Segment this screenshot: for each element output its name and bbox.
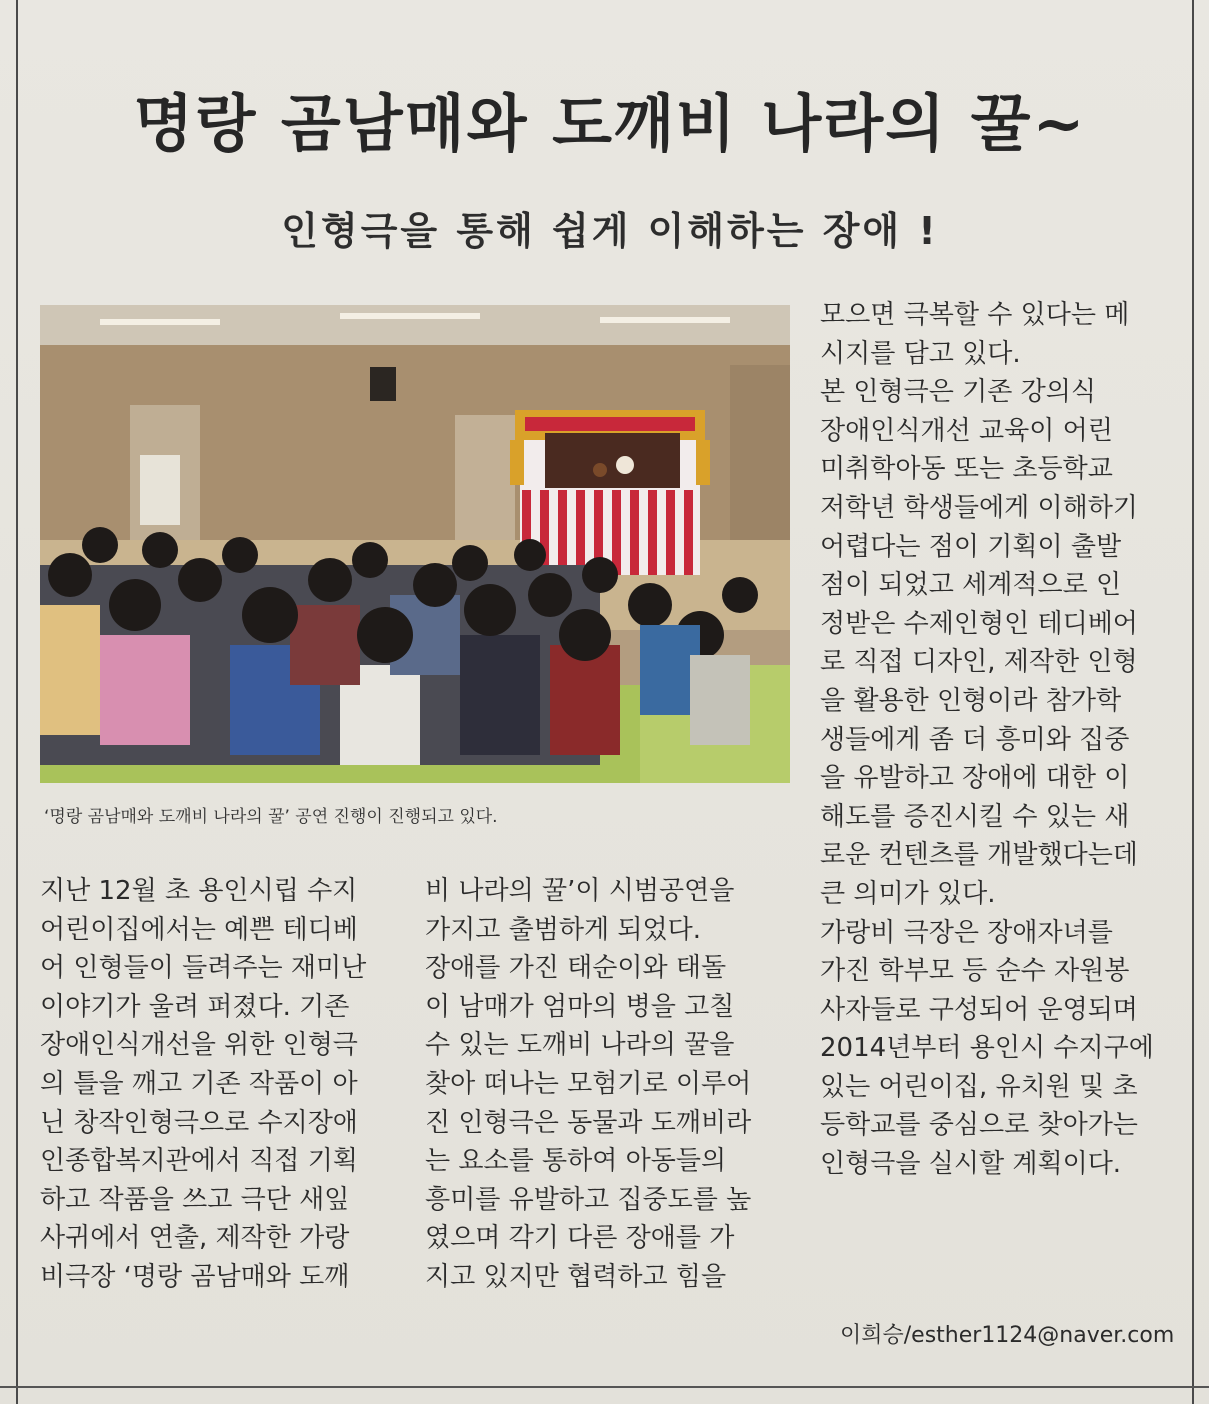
text-line: 흥미를 유발하고 집중도를 높 <box>425 1184 752 1215</box>
text-line: 있는 어린이집, 유치원 및 초 <box>820 1071 1138 1102</box>
text-line: 어 인형들이 들려주는 재미난 <box>40 953 367 984</box>
text-line: 생들에게 좀 더 흥미와 집중 <box>820 724 1130 755</box>
article-column-2 <box>425 872 790 1297</box>
text-line: 인종합복지관에서 직접 기획 <box>40 1146 358 1177</box>
text-line: 점이 되었고 세계적으로 인 <box>820 570 1122 601</box>
author-byline: 이희승/esther1124@naver.com <box>840 1323 1175 1348</box>
text-line: 비 나라의 꿀’이 시범공연을 <box>425 876 735 906</box>
photo-caption: ‘명랑 곰남매와 도깨비 나라의 꿀’ 공연 진행이 진행되고 있다. <box>44 807 498 827</box>
text-line: 하고 작품을 쓰고 극단 새잎 <box>40 1184 350 1215</box>
text-line: 본 인형극은 기존 강의식 <box>820 377 1096 408</box>
text-line: 어렵다는 점이 기획이 출발 <box>820 531 1122 562</box>
text-line: 해도를 증진시킬 수 있는 새 <box>820 801 1130 832</box>
text-line: 장애를 가진 태순이와 태돌 <box>425 953 727 984</box>
text-line: 진 인형극은 동물과 도깨비라 <box>425 1107 752 1138</box>
text-line: 지난 12월 초 용인시립 수지 <box>40 876 358 906</box>
text-line: 가진 학부모 등 순수 자원봉 <box>820 956 1130 987</box>
text-line: 어린이집에서는 예쁜 테디베 <box>40 914 358 945</box>
text-line: 저학년 학생들에게 이해하기 <box>820 492 1138 523</box>
text-line: 사자들로 구성되어 운영되며 <box>820 994 1138 1025</box>
article-column-3 <box>820 296 1175 1184</box>
text-line: 가랑비 극장은 장애자녀를 <box>820 917 1113 948</box>
text-line: 였으며 각기 다른 장애를 가 <box>425 1223 735 1254</box>
text-line: 이 남매가 엄마의 병을 고칠 <box>425 991 735 1022</box>
text-line: 비극장 ‘명랑 곰남매와 도깨 <box>40 1261 350 1292</box>
text-line: 장애인식개선 교육이 어린 <box>820 415 1113 446</box>
right-border-rule <box>1192 0 1194 1404</box>
bottom-border-rule <box>0 1386 1209 1388</box>
text-line: 등학교를 중심으로 찾아가는 <box>820 1110 1138 1141</box>
puppet-show-photo <box>40 305 790 783</box>
text-line: 의 틀을 깨고 기존 작품이 아 <box>40 1068 358 1099</box>
text-line: 미취학아동 또는 초등학교 <box>820 454 1113 485</box>
article-column-1 <box>40 872 400 1297</box>
text-line: 모으면 극복할 수 있다는 메 <box>820 300 1130 330</box>
text-line: 수 있는 도깨비 나라의 꿀을 <box>425 1030 735 1061</box>
text-line: 인형극을 실시할 계획이다. <box>820 1149 1122 1180</box>
text-line: 2014년부터 용인시 수지구에 <box>820 1033 1154 1064</box>
article-photo <box>40 305 790 783</box>
text-line: 이야기가 울려 퍼졌다. 기존 <box>40 991 350 1022</box>
text-line: 는 요소를 통하여 아동들의 <box>425 1146 727 1177</box>
text-line: 가지고 출범하게 되었다. <box>425 914 701 945</box>
subheadline: 인형극을 통해 쉽게 이해하는 장애 ! <box>281 209 939 253</box>
text-line: 찾아 떠나는 모험기로 이루어 <box>425 1068 752 1099</box>
text-line: 장애인식개선을 위한 인형극 <box>40 1030 358 1061</box>
text-line: 을 활용한 인형이라 참가학 <box>820 685 1122 716</box>
text-line: 정받은 수제인형인 테디베어 <box>820 608 1138 639</box>
text-line: 큰 의미가 있다. <box>820 878 996 909</box>
text-line: 로 직접 디자인, 제작한 인형 <box>820 647 1138 678</box>
text-line: 사귀에서 연출, 제작한 가랑 <box>40 1223 350 1254</box>
text-line: 을 유발하고 장애에 대한 이 <box>820 763 1130 794</box>
text-line: 시지를 담고 있다. <box>820 338 1021 369</box>
text-line: 지고 있지만 협력하고 힘을 <box>425 1261 727 1292</box>
text-line: 로운 컨텐츠를 개발했다는데 <box>820 840 1138 871</box>
headline: 명랑 곰남매와 도깨비 나라의 꿀~ <box>133 87 1087 160</box>
text-line: 닌 창작인형극으로 수지장애 <box>40 1107 358 1138</box>
left-border-rule <box>16 0 18 1404</box>
